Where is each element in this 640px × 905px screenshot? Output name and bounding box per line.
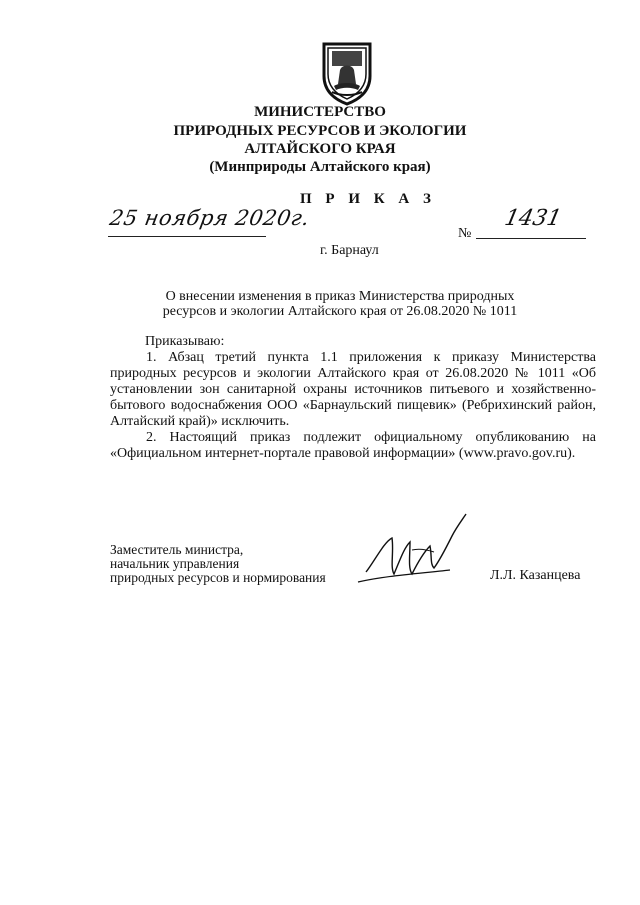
order-body <box>110 350 596 462</box>
signatory-title-line1: Заместитель министра, <box>110 542 244 557</box>
org-name-line3: АЛТАЙСКОГО КРАЯ <box>244 141 396 157</box>
signatory-title-line2: начальник управления <box>110 556 240 571</box>
order-intro: Приказываю: <box>145 334 225 349</box>
signatory-name: Л.Л. Казанцева <box>490 568 581 583</box>
order-number-label: № <box>458 226 472 241</box>
coat-of-arms-icon <box>320 40 374 106</box>
org-name-line1: МИНИСТЕРСТВО <box>254 104 386 120</box>
org-short-name: (Минприроды Алтайского края) <box>209 159 431 175</box>
order-number-handwritten: 1431 <box>502 206 564 231</box>
order-subject <box>130 289 550 319</box>
order-item-2: 2. Настоящий приказ подлежит официальному опубликованию на «Официальном интернет-портале правовой информации» (www.pravo.gov.ru). <box>110 430 596 461</box>
order-date-handwritten: 25 ноября 2020г. <box>107 206 312 230</box>
date-underline <box>108 236 266 237</box>
number-underline <box>476 238 586 239</box>
signatory-title-line3: природных ресурсов и нормирования <box>110 570 326 585</box>
subject-line2: ресурсов и экологии Алтайского края от 26.08.2020 № 1011 <box>162 304 518 319</box>
subject-line1: О внесении изменения в приказ Министерства природных <box>165 289 515 304</box>
org-name-line2: ПРИРОДНЫХ РЕСУРСОВ И ЭКОЛОГИИ <box>173 123 467 139</box>
handwritten-signature-icon <box>354 512 474 592</box>
city: г. Барнаул <box>320 243 379 258</box>
order-item-1: 1. Абзац третий пункта 1.1 приложения к приказу Министерства природных ресурсов и экологии Алтайского края от 26.08.2020 № 1011 «Об установлении зон санитарной охраны источников питьевого и хозяйственно-бытового водоснабжения ООО «Барнаульский пищевик» (Ребрихинский район, Алтайский край)» исключить. <box>110 350 596 429</box>
document-title: П Р И К А З <box>300 191 436 207</box>
signatory-title <box>110 543 326 585</box>
